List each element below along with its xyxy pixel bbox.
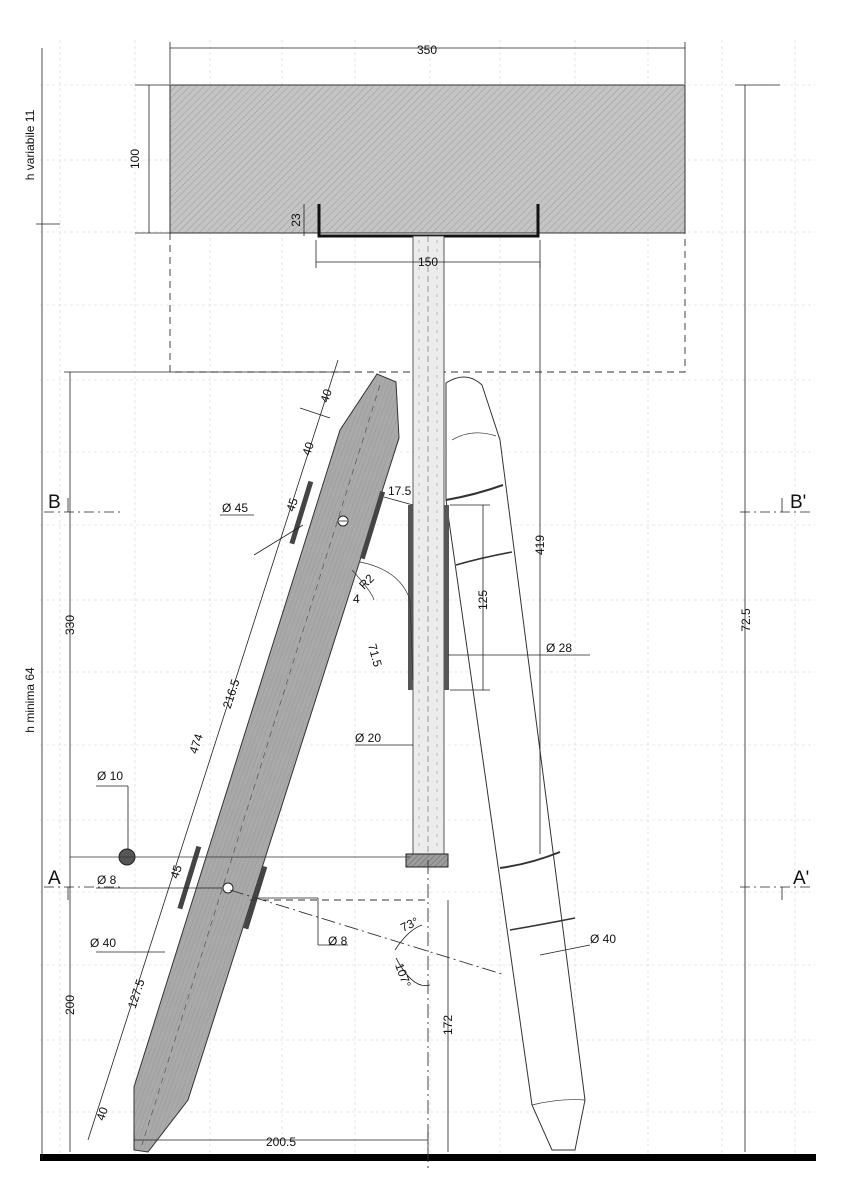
section-label-b: B: [48, 492, 61, 513]
dim-leg-bottom: 40: [93, 1105, 111, 1123]
dim-leg-dia-40-left: Ø 40: [90, 936, 117, 950]
dim-h-minima: h minima 64: [23, 667, 37, 733]
dim-leg-seg4: 216.5: [219, 677, 243, 711]
sleeve-right: [444, 505, 449, 690]
dim-tube-125: 125: [476, 589, 490, 611]
section-label-a: A: [48, 868, 61, 889]
dim-radius: R2: [356, 571, 377, 593]
seat-block: [170, 85, 685, 233]
dim-leg-seg5: 45: [167, 863, 185, 881]
front-leg: [134, 374, 399, 1152]
dim-slot: 71.5: [365, 642, 385, 669]
dim-angle-107: 107°: [392, 961, 414, 990]
dim-seat-height: 100: [128, 148, 142, 170]
dim-height-72-5: 72.5: [739, 608, 753, 632]
dim-height-330: 330: [63, 614, 77, 636]
dim-leg-top: 40: [317, 387, 335, 405]
dim-pin-dia-8-left: Ø 8: [97, 873, 117, 887]
dim-rod-419: 419: [533, 534, 547, 556]
dim-base-200-5: 200.5: [265, 1135, 297, 1149]
dim-h-variable: h variabile 11: [23, 109, 37, 181]
dim-leg-length: 474: [186, 732, 206, 756]
dim-pin-dia-10: Ø 10: [97, 769, 124, 783]
dim-bracket-width: 150: [417, 255, 439, 269]
dim-leg-dia-40-right: Ø 40: [590, 932, 617, 946]
back-leg: [446, 377, 585, 1150]
dim-offset-17-5: 17.5: [388, 484, 412, 498]
section-label-b-prime: B': [790, 492, 807, 513]
angle-line: [230, 890, 505, 975]
dim-leg-seg6: 127.5: [124, 977, 148, 1011]
dim-leg-seg2: 40: [299, 440, 317, 458]
dim-height-200: 200: [63, 994, 77, 1016]
dim-hole-45: Ø 45: [222, 501, 249, 515]
dim-bracket-inset: 23: [289, 213, 303, 227]
dim-angle-73: 73°: [398, 914, 421, 935]
dim-height-172: 172: [441, 1014, 455, 1036]
dim-pin-dia-8-right: Ø 8: [328, 934, 348, 948]
section-label-a-prime: A': [793, 868, 810, 889]
dim-rod-dia-20: Ø 20: [355, 731, 382, 745]
dim-seat-width: 350: [416, 43, 438, 57]
dim-tube-dia-28: Ø 28: [546, 641, 573, 655]
dim-leg-seg3: 45: [283, 496, 301, 514]
dim-small-4: 4: [353, 592, 360, 606]
